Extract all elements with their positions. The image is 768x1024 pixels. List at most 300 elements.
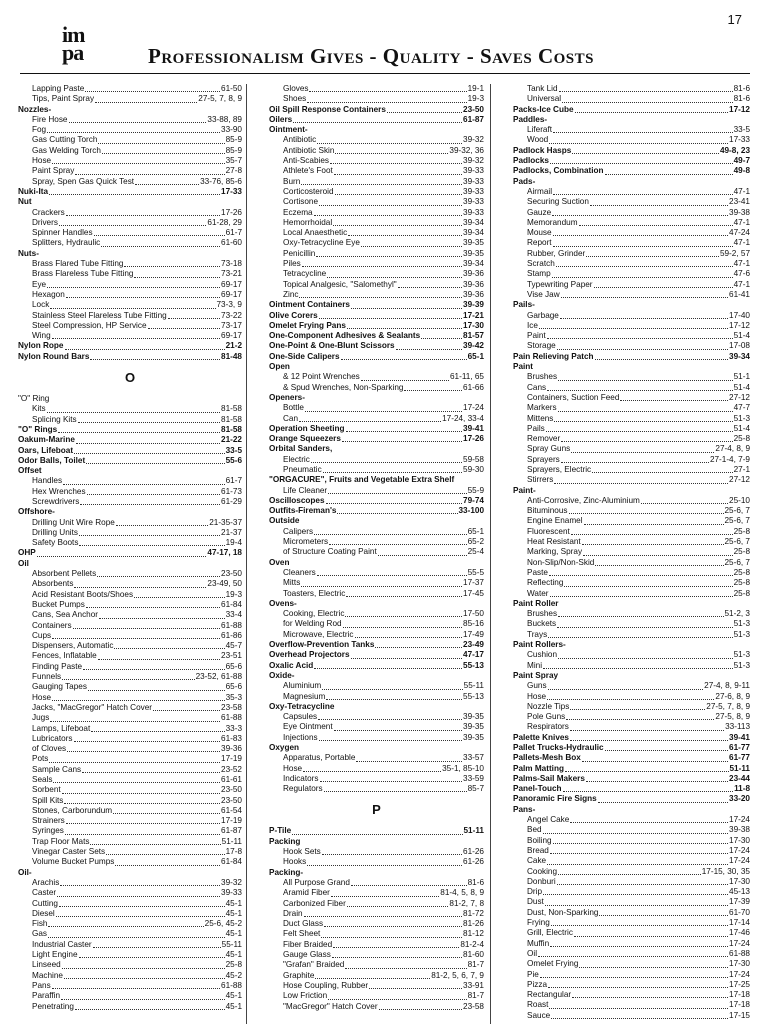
index-entry — [18, 146, 242, 156]
index-heading — [18, 559, 242, 569]
entry-reference: 17-15, 30, 35 — [701, 866, 750, 876]
entry-term: Oil- — [18, 867, 32, 877]
entry-term: Packing — [269, 836, 301, 846]
entry-reference: 39-35 — [463, 712, 484, 722]
index-entry — [18, 929, 242, 939]
entry-reference: 79-74 — [463, 495, 484, 505]
dot-leader — [594, 287, 733, 288]
entry-term: Steel Compression, HP Service — [32, 320, 147, 330]
entry-term: Buckets — [527, 619, 557, 629]
index-entry — [18, 621, 242, 631]
entry-term: Open — [269, 362, 290, 372]
entry-term: Paste — [527, 567, 548, 577]
index-heading — [513, 805, 750, 815]
entry-term: Ice — [527, 320, 538, 330]
entry-term: Oars, Lifeboat — [18, 445, 74, 455]
dot-leader — [561, 297, 728, 298]
entry-term: Athlete's Foot — [283, 166, 333, 176]
entry-term: Containers — [32, 620, 72, 630]
index-column-1 — [18, 84, 246, 1024]
entry-term: One-Component Adhesives & Sealants — [269, 331, 421, 341]
entry-reference: 81-58 — [221, 414, 242, 424]
entry-term: Oilers — [269, 114, 293, 124]
index-entry — [269, 403, 484, 413]
impa-logo — [62, 22, 106, 70]
index-entry — [513, 218, 750, 228]
entry-term: Drip — [527, 887, 543, 897]
dot-leader — [378, 555, 467, 556]
entry-reference: 39-32 — [463, 156, 484, 166]
dot-leader — [560, 318, 728, 319]
dot-leader — [570, 709, 705, 710]
dot-leader — [65, 834, 220, 835]
entry-term: Offset — [18, 466, 42, 476]
entry-reference: 85-16 — [463, 619, 484, 629]
index-entry — [269, 940, 484, 950]
entry-reference: 17-24 — [729, 856, 750, 866]
dot-leader — [570, 740, 728, 741]
dot-leader — [342, 441, 462, 442]
index-entry — [513, 238, 750, 248]
index-entry — [513, 1011, 750, 1021]
index-entry — [18, 816, 242, 826]
entry-term: Oil — [18, 558, 29, 568]
entry-term: Palette Knives — [513, 732, 569, 742]
entry-term: Pole Guns — [527, 712, 566, 722]
index-entry — [513, 949, 750, 959]
dot-leader — [323, 472, 462, 473]
entry-term: Paint — [513, 362, 534, 372]
entry-term: Calipers — [283, 526, 314, 536]
index-entry — [513, 578, 750, 588]
dot-leader — [558, 658, 733, 659]
entry-reference: 23-41 — [729, 197, 750, 207]
dot-leader — [570, 730, 724, 731]
entry-reference: 39-38 — [729, 207, 750, 217]
dot-leader — [547, 390, 732, 391]
entry-term: Sauce — [527, 1010, 551, 1020]
entry-reference: 81-7 — [467, 991, 484, 1001]
index-entry — [18, 940, 242, 950]
entry-term: Drilling Units — [32, 527, 78, 537]
index-entry — [513, 506, 750, 516]
entry-term: Caster — [32, 888, 57, 898]
dot-leader — [65, 349, 225, 350]
index-entry — [269, 929, 484, 939]
index-entry — [269, 208, 484, 218]
index-entry — [513, 372, 750, 382]
dot-leader — [551, 925, 728, 926]
dot-leader — [558, 616, 723, 617]
index-entry — [513, 249, 750, 259]
index-entry — [513, 208, 750, 218]
dot-leader — [595, 565, 723, 566]
index-heading — [513, 105, 750, 115]
dot-leader — [549, 143, 728, 144]
dot-leader — [550, 163, 733, 164]
entry-reference: 25-8 — [733, 588, 750, 598]
dot-leader — [356, 761, 462, 762]
dot-leader — [52, 700, 224, 701]
entry-term: Pails — [527, 423, 545, 433]
index-entry — [269, 94, 484, 104]
entry-term: Padlocks — [513, 156, 549, 166]
entry-reference: 17-30 — [463, 320, 484, 330]
index-entry — [513, 589, 750, 599]
entry-reference: 35-3 — [225, 692, 242, 702]
entry-reference: 61-77 — [729, 743, 750, 752]
index-heading — [269, 516, 484, 526]
entry-reference: 81-60 — [463, 950, 484, 960]
dot-leader — [86, 463, 224, 464]
dot-leader — [558, 411, 733, 412]
dot-leader — [328, 999, 466, 1000]
dot-leader — [583, 555, 733, 556]
dot-leader — [101, 246, 220, 247]
index-entry — [513, 444, 750, 454]
entry-term: Nuts- — [18, 248, 39, 258]
index-entry — [18, 487, 242, 497]
dot-leader — [47, 287, 220, 288]
dot-leader — [52, 338, 220, 339]
dot-leader — [59, 225, 206, 226]
entry-term: Cooking — [527, 866, 558, 876]
dot-leader — [114, 648, 224, 649]
index-entry — [513, 856, 750, 866]
entry-term: Brass Flareless Tube Fitting — [32, 269, 134, 279]
entry-reference: 39-35 — [463, 238, 484, 248]
entry-term: Ointment- — [269, 125, 308, 135]
entry-reference: 81-7 — [467, 960, 484, 970]
dot-leader — [97, 576, 220, 577]
entry-term: Microwave, Electric — [283, 629, 354, 639]
entry-reference: 39-35 — [463, 722, 484, 732]
index-entry — [269, 847, 484, 857]
index-entry — [513, 928, 750, 938]
entry-term: Lapping Paste — [32, 84, 85, 93]
entry-reference: 27-5, 7, 8, 9 — [198, 94, 242, 104]
index-heading — [269, 650, 484, 660]
entry-reference: 69-17 — [221, 289, 242, 299]
dot-leader — [327, 277, 462, 278]
entry-term: Vinegar Caster Sets — [32, 847, 106, 857]
entry-reference: 81-58 — [221, 404, 242, 414]
dot-leader — [59, 906, 225, 907]
index-entry — [513, 568, 750, 578]
entry-reference: 49-8, 23 — [719, 145, 750, 155]
entry-term: Hose — [283, 763, 303, 773]
entry-term: Stirrers — [527, 475, 554, 485]
entry-reference: 81-6 — [733, 84, 750, 93]
dot-leader — [50, 308, 215, 309]
entry-reference: 33-100 — [458, 506, 484, 516]
dot-leader — [58, 432, 220, 433]
entry-term: Non-Slip/Non-Skid — [527, 557, 595, 567]
entry-reference: 17-18 — [729, 990, 750, 1000]
entry-term: Bucket Pumps — [32, 599, 85, 609]
section-letter: O — [124, 370, 136, 386]
entry-reference: 35-1, 85-10 — [442, 763, 484, 773]
index-entry — [18, 919, 242, 929]
dot-leader — [56, 916, 225, 917]
index-entry — [513, 722, 750, 732]
dot-leader — [74, 453, 225, 454]
dot-leader — [592, 472, 732, 473]
entry-term: Cutting — [32, 898, 58, 908]
dot-leader — [93, 947, 221, 948]
entry-term: Fish — [32, 919, 48, 929]
index-heading — [18, 466, 242, 476]
entry-reference: 61-87 — [221, 826, 242, 836]
entry-reference: 65-1 — [467, 351, 484, 361]
entry-reference: 17-26 — [463, 434, 484, 444]
dot-leader — [134, 597, 225, 598]
index-entry — [513, 712, 750, 722]
entry-term: Mitts — [283, 578, 301, 588]
index-entry — [513, 84, 750, 94]
index-entry — [269, 218, 484, 228]
index-entry — [18, 115, 242, 125]
entry-term: Gauge Glass — [283, 950, 331, 960]
entry-reference: 81-6 — [467, 877, 484, 887]
entry-term: Eye Ointment — [283, 722, 333, 732]
entry-reference: 51-4 — [733, 423, 750, 433]
entry-reference: 69-17 — [221, 279, 242, 289]
dot-leader — [554, 483, 728, 484]
entry-reference: 73-18 — [221, 259, 242, 269]
index-column-2 — [246, 84, 490, 1024]
index-entry — [513, 630, 750, 640]
entry-term: Pain Relieving Patch — [513, 351, 594, 361]
entry-reference: 81-2-4 — [460, 939, 484, 949]
entry-term: Bituminous — [527, 506, 568, 516]
entry-reference: 61-7 — [225, 476, 242, 486]
index-entry — [269, 991, 484, 1001]
index-entry — [513, 918, 750, 928]
entry-term: Linseed — [32, 960, 61, 970]
index-entry — [269, 177, 484, 187]
entry-reference: 25-10 — [729, 495, 750, 505]
dot-leader — [546, 431, 733, 432]
dot-leader — [545, 905, 728, 906]
entry-term: Mouse — [527, 228, 552, 238]
section-letter: P — [372, 802, 381, 818]
dot-leader — [314, 668, 462, 669]
entry-term: Pans — [32, 980, 51, 990]
dot-leader — [337, 513, 457, 514]
dot-leader — [80, 504, 220, 505]
entry-term: Mittens — [527, 413, 554, 423]
entry-term: Dispensers, Automatic — [32, 641, 114, 651]
entry-term: Nuki-Ita — [18, 186, 49, 196]
entry-reference: 45-1 — [225, 1001, 242, 1011]
dot-leader — [549, 1008, 728, 1009]
dot-leader — [404, 390, 462, 391]
dot-leader — [547, 864, 728, 865]
dot-leader — [341, 359, 467, 360]
dot-leader — [113, 813, 220, 814]
dot-leader — [319, 205, 462, 206]
dot-leader — [369, 988, 462, 989]
entry-term: Stainless Steel Flareless Tube Fitting — [32, 310, 167, 320]
entry-term: Dust, Non-Sparking — [527, 907, 599, 917]
index-entry — [513, 311, 750, 321]
index-entry — [513, 321, 750, 331]
index-entry — [513, 403, 750, 413]
dot-leader — [52, 988, 220, 989]
index-entry — [513, 527, 750, 537]
entry-reference: 23-52, 61-88 — [195, 672, 242, 682]
entry-reference: 61-84 — [221, 857, 242, 867]
index-heading — [513, 733, 750, 743]
entry-reference: 61-60 — [221, 238, 242, 248]
entry-reference: 17-46 — [729, 928, 750, 938]
entry-term: Hose — [32, 692, 52, 702]
entry-term: Oakum-Marine — [18, 435, 75, 445]
index-heading — [269, 599, 484, 609]
entry-term: Oxygen — [269, 743, 300, 752]
entry-reference: 81-12 — [463, 929, 484, 939]
dot-leader — [48, 926, 203, 927]
entry-reference: 45-1 — [225, 908, 242, 918]
index-heading — [513, 671, 750, 681]
entry-reference: 17-25 — [729, 979, 750, 989]
index-heading — [269, 671, 484, 681]
entry-term: Liferaft — [527, 125, 553, 135]
index-entry — [18, 909, 242, 919]
index-entry — [18, 672, 242, 682]
entry-term: "Grafan" Braided — [283, 960, 345, 970]
dot-leader — [319, 740, 462, 741]
entry-term: Hose Coupling, Rubber — [283, 980, 369, 990]
dot-leader — [303, 771, 441, 772]
dot-leader — [605, 174, 733, 175]
dot-leader — [396, 349, 462, 350]
entry-reference: 17-39 — [729, 897, 750, 907]
entry-term: "MacGregor" Hatch Cover — [283, 1001, 378, 1011]
index-entry — [18, 518, 242, 528]
entry-term: Vise Jaw — [527, 289, 560, 299]
dot-leader — [324, 926, 462, 927]
entry-term: Gauze — [527, 207, 552, 217]
entry-term: Guns — [527, 681, 547, 691]
entry-term: Olive Corers — [269, 310, 318, 320]
index-entry — [269, 259, 484, 269]
entry-reference: 47-1 — [733, 217, 750, 227]
index-heading — [18, 507, 242, 517]
index-entry — [18, 394, 242, 404]
entry-reference: 23-58 — [463, 1001, 484, 1011]
index-entry — [18, 476, 242, 486]
dot-leader — [60, 885, 220, 886]
entry-reference: 27-1 — [733, 464, 750, 474]
entry-reference: 27-6, 8, 9 — [715, 691, 750, 701]
index-heading — [513, 599, 750, 609]
entry-reference: 51-4 — [733, 331, 750, 341]
entry-reference: 17-33 — [729, 135, 750, 145]
entry-reference: 39-32 — [463, 135, 484, 145]
index-entry — [513, 465, 750, 475]
entry-term: Pie — [527, 969, 539, 979]
dot-leader — [569, 513, 724, 514]
entry-term: Crackers — [32, 207, 65, 217]
dot-leader — [351, 658, 463, 659]
entry-reference: 39-34 — [463, 228, 484, 238]
entry-term: Micrometers — [283, 537, 329, 547]
dot-leader — [307, 865, 462, 866]
entry-reference: 45-1 — [225, 898, 242, 908]
entry-reference: 55-13 — [463, 691, 484, 701]
index-heading — [269, 115, 484, 125]
entry-term: Gas Cutting Torch — [32, 135, 98, 145]
index-entry — [269, 84, 484, 94]
dot-leader — [47, 412, 220, 413]
index-entry — [513, 228, 750, 238]
dot-leader — [347, 328, 462, 329]
dot-leader — [598, 802, 728, 803]
index-entry — [18, 600, 242, 610]
entry-reference: 33-76, 85-6 — [200, 176, 242, 186]
entry-term: Spray, Spen Gas Quick Test — [32, 176, 135, 186]
entry-term: Muffin — [527, 938, 550, 948]
index-entry — [18, 238, 242, 248]
index-entry — [18, 497, 242, 507]
dot-leader — [326, 699, 462, 700]
entry-term: Water — [527, 588, 549, 598]
entry-reference: 39-42 — [463, 341, 484, 351]
entry-reference: 81-2, 7, 8 — [449, 898, 484, 908]
dot-leader — [305, 411, 462, 412]
index-entry — [513, 619, 750, 629]
entry-reference: 47-6 — [733, 269, 750, 279]
index-entry — [513, 650, 750, 660]
entry-reference: 51-3 — [733, 650, 750, 660]
entry-term: Pneumatic — [283, 464, 322, 474]
index-entry — [18, 610, 242, 620]
dot-leader — [318, 719, 462, 720]
dot-leader — [102, 153, 225, 154]
dot-leader — [582, 544, 724, 545]
index-heading — [269, 868, 484, 878]
entry-reference: 61-70 — [729, 907, 750, 917]
dot-leader — [49, 762, 220, 763]
entry-term: Local Anaesthetic — [283, 228, 348, 238]
entry-reference: 65-6 — [225, 682, 242, 692]
entry-reference: 33-5 — [733, 125, 750, 135]
entry-reference: 19-3 — [225, 589, 242, 599]
index-entry — [269, 878, 484, 888]
index-entry — [269, 764, 484, 774]
index-heading — [269, 424, 484, 434]
index-entry — [513, 702, 750, 712]
entry-term: Cans, Sea Anchor — [32, 610, 98, 620]
entry-term: Pizza — [527, 979, 548, 989]
index-entry — [269, 857, 484, 867]
entry-term: Trays — [527, 629, 548, 639]
entry-term: Paint Roller — [513, 598, 559, 608]
dot-leader — [579, 967, 728, 968]
dot-leader — [586, 256, 719, 257]
index-entry — [269, 166, 484, 176]
entry-term: Fences, Inflatable — [32, 651, 97, 661]
dot-leader — [539, 328, 728, 329]
entry-reference: 81-2, 5, 6, 7, 9 — [431, 970, 484, 980]
index-entry — [269, 269, 484, 279]
index-heading — [269, 444, 484, 454]
entry-reference: 39-41 — [729, 732, 750, 742]
entry-term: Ovens- — [269, 598, 297, 608]
entry-reference: 21-22 — [221, 435, 242, 445]
